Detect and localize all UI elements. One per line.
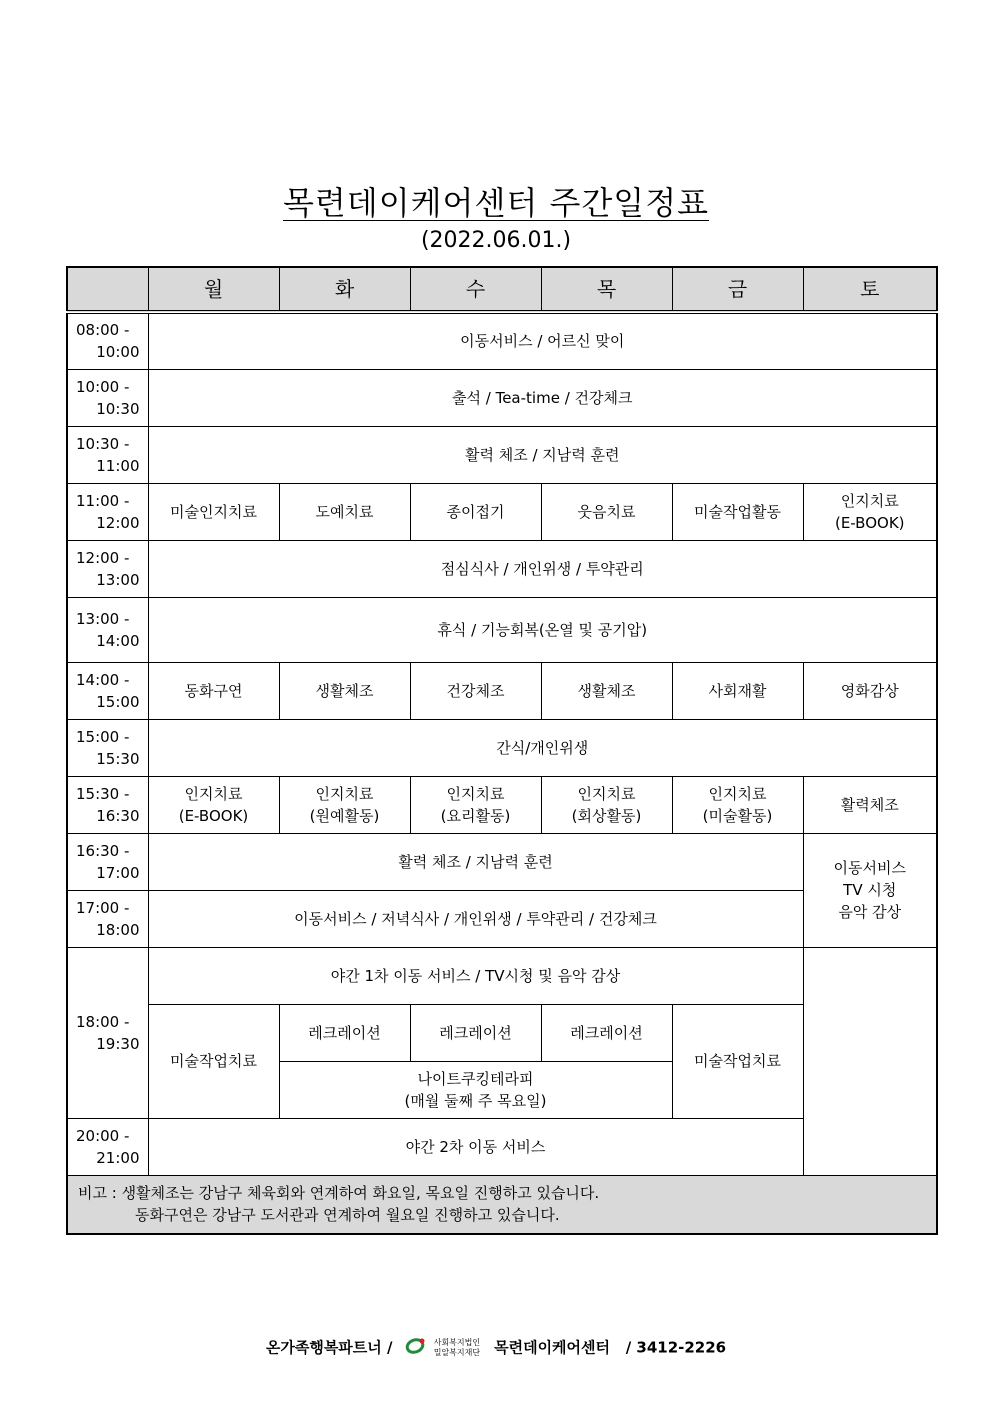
title-text: 목련데이케어센터 주간일정표	[282, 184, 710, 222]
note-line: 비고 : 생활체조는 강남구 체육회와 연계하여 화요일, 목요일 진행하고 있습니다.	[78, 1184, 600, 1203]
time-end: 12:00	[96, 513, 140, 532]
time-end: 15:30	[96, 749, 140, 768]
activity-line: (E-BOOK)	[834, 513, 905, 532]
time-start: 16:30 -	[76, 841, 130, 860]
time-cell	[67, 947, 148, 1118]
footer-corp	[434, 1338, 480, 1358]
time-cell	[67, 890, 148, 947]
schedule-row	[67, 369, 937, 426]
time-end: 21:00	[96, 1148, 140, 1167]
activity-line: TV 시청	[843, 881, 897, 899]
activity-sat	[803, 483, 937, 540]
footer	[0, 1336, 992, 1360]
activity-mon	[148, 776, 279, 833]
activity-mon: 동화구연	[148, 662, 279, 719]
activity-sat: 활력체조	[803, 776, 937, 833]
schedule-row	[67, 662, 937, 719]
schedule-row	[67, 776, 937, 833]
schedule-row	[67, 483, 937, 540]
activity-line: 인지치료	[708, 784, 767, 803]
time-start: 11:00 -	[76, 491, 130, 510]
activity-mon: 미술작업치료	[148, 1004, 279, 1118]
footer-partner: 온가족행복파트너 /	[265, 1338, 393, 1357]
time-cell	[67, 1118, 148, 1175]
activity-cell: 야간 1차 이동 서비스 / TV시청 및 음악 감상	[148, 947, 803, 1004]
activity-line: 인지치료	[577, 784, 636, 803]
activity-tue: 생활체조	[279, 662, 410, 719]
time-start: 17:00 -	[76, 898, 130, 917]
activity-mon: 미술인지치료	[148, 483, 279, 540]
activity-thu: 레크레이션	[541, 1004, 672, 1061]
schedule-row	[67, 597, 937, 662]
header-row	[67, 267, 937, 312]
day-header-fri: 금	[672, 267, 803, 312]
time-cell	[67, 719, 148, 776]
time-start: 10:30 -	[76, 434, 130, 453]
time-start: 15:00 -	[76, 727, 130, 746]
activity-cell	[279, 1061, 672, 1118]
activity-line: 이동서비스	[833, 859, 906, 877]
activity-cell: 휴식 / 기능회복(온열 및 공기압)	[148, 597, 937, 662]
time-start: 12:00 -	[76, 548, 130, 567]
activity-line: 음악 감상	[838, 903, 902, 921]
time-end: 10:00	[96, 343, 140, 362]
time-end: 13:00	[96, 570, 140, 589]
schedule-row	[67, 312, 937, 369]
activity-wed: 종이접기	[410, 483, 541, 540]
activity-line: (원예활동)	[309, 806, 380, 825]
time-cell	[67, 833, 148, 890]
schedule-row	[67, 540, 937, 597]
time-start: 10:00 -	[76, 377, 130, 396]
time-end: 18:00	[96, 920, 140, 939]
activity-cell: 이동서비스 / 어르신 맞이	[148, 312, 937, 369]
activity-thu: 웃음치료	[541, 483, 672, 540]
corp-line: 사회복지법인	[433, 1338, 481, 1347]
activity-wed	[410, 776, 541, 833]
time-start: 20:00 -	[76, 1126, 130, 1145]
schedule-row	[67, 426, 937, 483]
time-cell	[67, 662, 148, 719]
activity-sat	[803, 833, 937, 947]
schedule-row	[67, 833, 937, 890]
day-header-thu: 목	[541, 267, 672, 312]
time-end: 14:00	[96, 631, 140, 650]
time-end: 16:30	[96, 806, 140, 825]
time-start: 14:00 -	[76, 670, 130, 689]
activity-wed: 레크레이션	[410, 1004, 541, 1061]
time-start: 13:00 -	[76, 609, 130, 628]
schedule-row	[67, 719, 937, 776]
time-end: 15:00	[96, 692, 140, 711]
activity-cell: 이동서비스 / 저녁식사 / 개인위생 / 투약관리 / 건강체크	[148, 890, 803, 947]
footer-center: 목련데이케어센터	[494, 1338, 611, 1357]
activity-tue: 레크레이션	[279, 1004, 410, 1061]
day-header-wed: 수	[410, 267, 541, 312]
time-cell	[67, 369, 148, 426]
activity-line: 인지치료	[446, 784, 505, 803]
note-line: 동화구연은 강남구 도서관과 연계하여 월요일 진행하고 있습니다.	[135, 1206, 560, 1225]
time-start: 15:30 -	[76, 784, 130, 803]
empty-sat-cell	[803, 947, 937, 1175]
schedule-date: (2022.06.01.)	[420, 228, 572, 253]
activity-cell: 출석 / Tea-time / 건강체크	[148, 369, 937, 426]
activity-tue	[279, 776, 410, 833]
activity-line: 인지치료	[315, 784, 374, 803]
corner-cell	[67, 267, 148, 312]
activity-fri: 미술작업치료	[672, 1004, 803, 1118]
time-cell	[67, 483, 148, 540]
activity-cell: 활력 체조 / 지남력 훈련	[148, 833, 803, 890]
time-cell	[67, 312, 148, 369]
activity-line: (미술활동)	[702, 806, 773, 825]
activity-line: 인지치료	[184, 784, 243, 803]
activity-thu: 생활체조	[541, 662, 672, 719]
activity-thu	[541, 776, 672, 833]
activity-sat: 영화감상	[803, 662, 937, 719]
footer-phone: / 3412-2226	[625, 1338, 727, 1357]
note-row	[67, 1175, 937, 1234]
day-header-mon: 월	[148, 267, 279, 312]
activity-fri: 사회재활	[672, 662, 803, 719]
activity-line: (요리활동)	[440, 806, 511, 825]
activity-line: 나이트쿠킹테라피	[417, 1069, 534, 1088]
day-header-tue: 화	[279, 267, 410, 312]
time-end: 11:00	[96, 456, 140, 475]
activity-line: (E-BOOK)	[178, 806, 249, 825]
activity-wed: 건강체조	[410, 662, 541, 719]
schedule-row	[67, 947, 937, 1004]
activity-line: 인지치료	[840, 491, 899, 510]
activity-cell: 간식/개인위생	[148, 719, 937, 776]
weekly-schedule-table	[66, 266, 938, 1235]
activity-line: (회상활동)	[571, 806, 642, 825]
activity-cell: 활력 체조 / 지남력 훈련	[148, 426, 937, 483]
time-cell	[67, 540, 148, 597]
time-end: 19:30	[96, 1034, 140, 1053]
activity-fri: 미술작업활동	[672, 483, 803, 540]
time-start: 18:00 -	[76, 1012, 130, 1031]
time-start: 08:00 -	[76, 321, 130, 340]
corp-line: 밀알복지재단	[433, 1348, 481, 1357]
activity-tue: 도예치료	[279, 483, 410, 540]
activity-cell: 점심식사 / 개인위생 / 투약관리	[148, 540, 937, 597]
foundation-logo-icon	[404, 1336, 428, 1360]
page-title	[0, 178, 992, 224]
activity-cell: 야간 2차 이동 서비스	[148, 1118, 803, 1175]
day-header-sat: 토	[803, 267, 937, 312]
note-cell	[67, 1175, 937, 1234]
time-cell	[67, 597, 148, 662]
activity-line: (매월 둘째 주 목요일)	[404, 1091, 547, 1110]
time-end: 17:00	[96, 863, 140, 882]
time-cell	[67, 426, 148, 483]
time-end: 10:30	[96, 399, 140, 418]
time-cell	[67, 776, 148, 833]
activity-fri	[672, 776, 803, 833]
